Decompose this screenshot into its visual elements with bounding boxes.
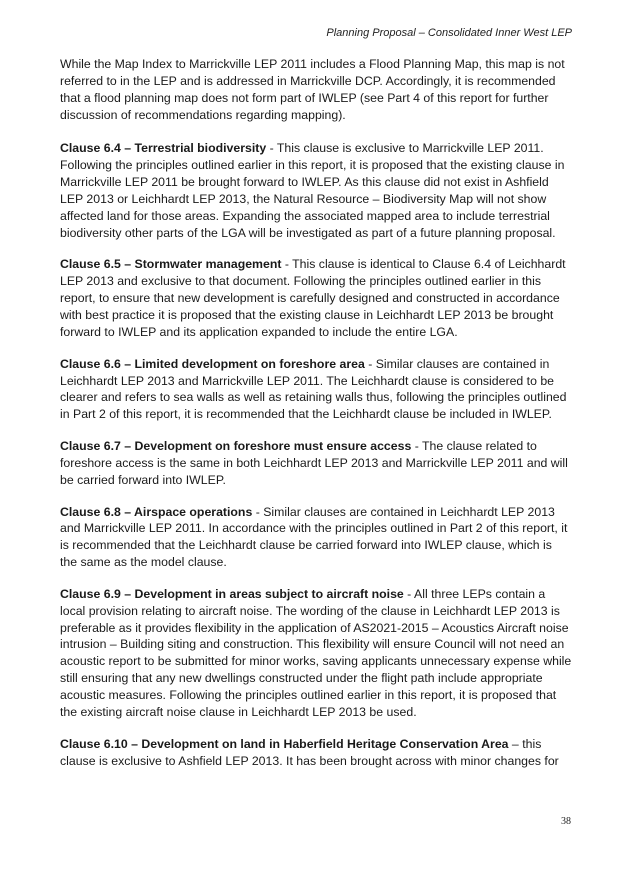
clause-separator: - [403,586,415,601]
clause-separator: - [252,504,264,519]
clause-heading: Clause 6.8 – Airspace operations [60,504,253,519]
clause-body: This clause is identical to Clause 6.4 of Leichhardt LEP 2013 and exclusive to that document. Following the principles outlined earlier in this report, to ensure that new development is carefully designed and constructed in accordance with best practice it is proposed that the existing clause in Leichhardt LEP 2013 be brought forward to IWLEP and its application expanded to include the entire LGA. [60,257,566,339]
clause-separator: - [364,356,376,371]
clause-body: All three LEPs contain a local provision relating to aircraft noise. The wording of the clause in Leichhardt LEP 2013 is preferable as it provides flexibility in the application of AS2021-2015 – Acoustics Aircraft noise intrusion – Building siting and construction. This flexibility will ensure Council will not need an acoustic report to be submitted for minor works, saving applicants unnecessary expense while still ensuring that any new dwellings constructed under the flight path include appropriate acoustic measures. Following the principles outlined earlier in this report, it is proposed that the existing aircraft noise clause in Leichhardt LEP 2013 be used. [60,586,572,719]
clause-body: The clause related to foreshore access is the same in both Leichhardt LEP 2013 and Marrickville LEP 2011 and will be carried forward into IWLEP. [60,439,568,487]
clause-separator: - [411,439,423,454]
running-header: Planning Proposal – Consolidated Inner West LEP [326,27,572,39]
page-number: 38 [561,816,571,827]
clause-6-7-paragraph [60,438,572,489]
clause-6-5-paragraph [60,256,572,340]
document-body [60,56,572,784]
clause-heading: Clause 6.5 – Stormwater management [60,257,282,272]
clause-heading: Clause 6.10 – Development on land in Haberfield Heritage Conservation Area [60,736,509,751]
clause-6-10-paragraph [60,736,572,770]
clause-separator: – [508,736,523,751]
clause-body: Similar clauses are contained in Leichhardt LEP 2013 and Marrickville LEP 2011. The Leichhardt clause is considered to be clearer and refers to sea walls as well as retaining walls thus, following the principles outlined in Part 2 of this report, it is recommended that the Leichhardt clause be included in IWLEP. [60,356,567,422]
clause-heading: Clause 6.7 – Development on foreshore must ensure access [60,439,412,454]
clause-heading: Clause 6.6 – Limited development on foreshore area [60,356,365,371]
intro-paragraph: While the Map Index to Marrickville LEP 2011 includes a Flood Planning Map, this map is not referred to in the LEP and is addressed in Marrickville DCP. Accordingly, it is recommended that a flood planning map does not form part of IWLEP (see Part 4 of this report for further discussion of recommendations regarding mapping). [60,57,565,122]
clause-6-9-paragraph [60,586,572,721]
clause-body: This clause is exclusive to Marrickville LEP 2011. Following the principles outlined earlier in this report, it is proposed that the existing clause in Marrickville LEP 2011 be brought forward to IWLEP. As this clause did not exist in Ashfield LEP 2013 or Leichhardt LEP 2013, the Natural Resource – Biodiversity Map will not show affected land for those areas. Expanding the associated mapped area to include terrestrial biodiversity other parts of the LGA will be investigated as part of a future planning proposal. [60,141,565,240]
clause-separator: - [266,141,277,156]
clause-heading: Clause 6.9 – Development in areas subject to aircraft noise [60,586,404,601]
clause-body: this clause is exclusive to Ashfield LEP 2013. It has been brought across with minor changes for [60,736,559,768]
clause-heading: Clause 6.4 – Terrestrial biodiversity [60,141,267,156]
clause-6-8-paragraph [60,504,572,571]
clause-6-6-paragraph [60,356,572,423]
clause-separator: - [281,257,293,272]
clause-body: Similar clauses are contained in Leichhardt LEP 2013 and Marrickville LEP 2011. In accordance with the principles outlined in Part 2 of this report, it is recommended that the Leichhardt clause be carried forward into IWLEP clause, which is the same as the model clause. [60,504,568,570]
clause-6-4-paragraph [60,140,572,241]
